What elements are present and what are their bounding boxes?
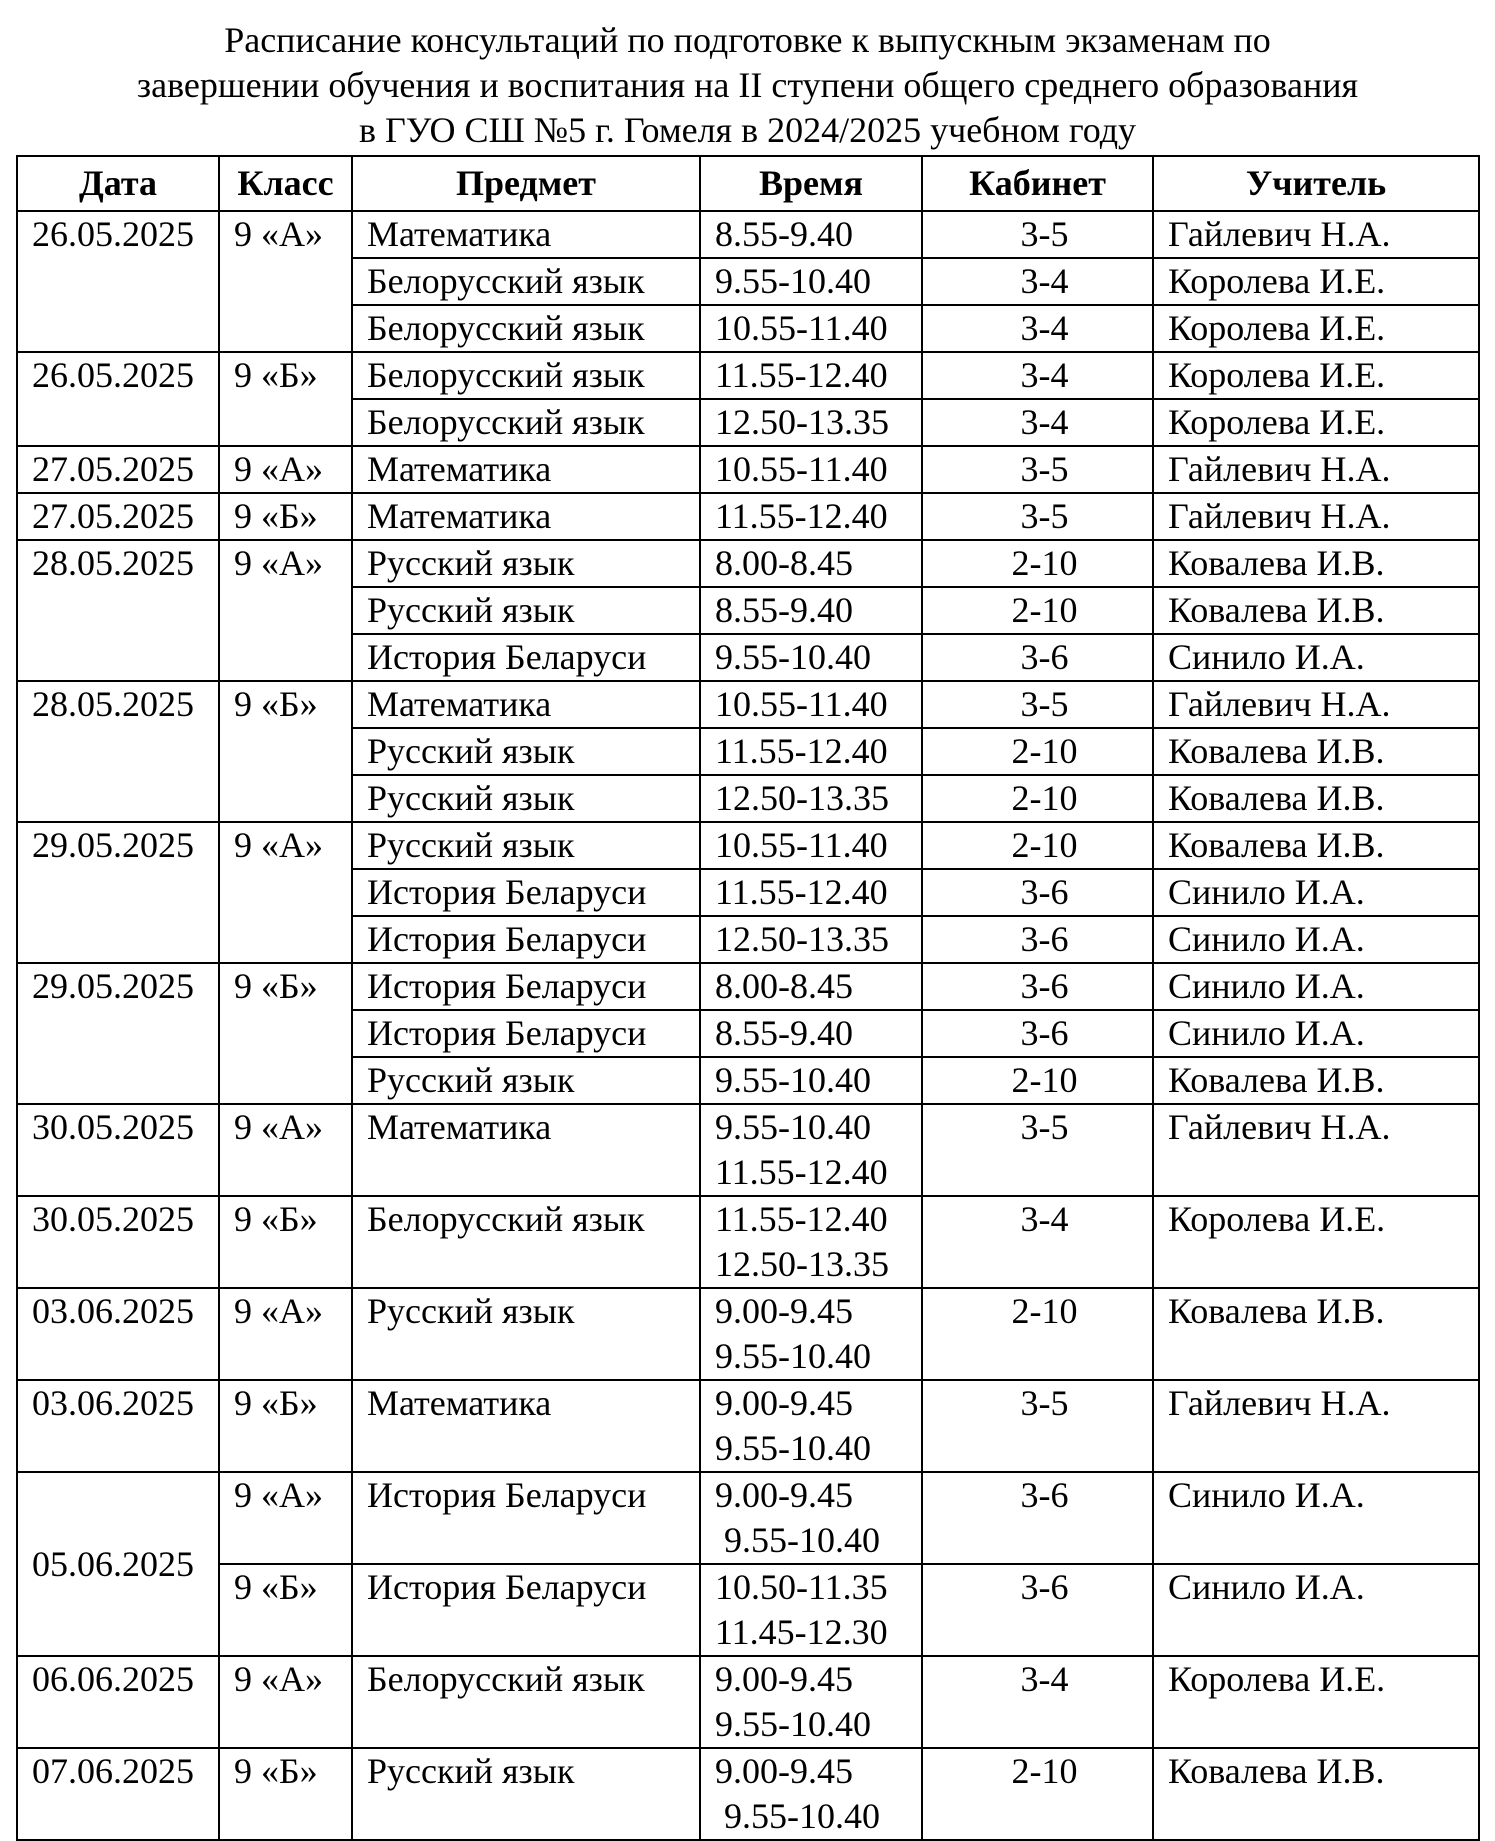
cell-subject: Белорусский язык	[352, 305, 700, 352]
cell-subject: Русский язык	[352, 775, 700, 822]
table-header-row	[17, 156, 1479, 211]
cell-subject: Математика	[352, 1380, 700, 1472]
time-slot: 9.55-10.40	[715, 1428, 871, 1468]
cell-time	[700, 1748, 922, 1840]
time-slot: 8.55-9.40	[715, 590, 853, 630]
cell-subject: Русский язык	[352, 822, 700, 869]
cell-subject: Белорусский язык	[352, 399, 700, 446]
cell-class: 9 «Б»	[219, 493, 352, 540]
cell-teacher: Королева И.Е.	[1153, 305, 1479, 352]
cell-room: 3-5	[922, 446, 1153, 493]
cell-teacher: Королева И.Е.	[1153, 399, 1479, 446]
cell-time	[700, 305, 922, 352]
cell-room: 3-4	[922, 1656, 1153, 1748]
cell-time	[700, 1288, 922, 1380]
time-slot: 9.00-9.45	[715, 1659, 853, 1699]
cell-teacher: Королева И.Е.	[1153, 352, 1479, 399]
cell-class: 9 «А»	[219, 1288, 352, 1380]
cell-subject: Русский язык	[352, 728, 700, 775]
table-row	[17, 352, 1479, 399]
title-line-1: Расписание консультаций по подготовке к выпускным экзаменам по	[224, 20, 1271, 60]
cell-class: 9 «А»	[219, 540, 352, 681]
cell-teacher: Синило И.А.	[1153, 869, 1479, 916]
cell-teacher: Гайлевич Н.А.	[1153, 1380, 1479, 1472]
cell-time	[700, 1104, 922, 1196]
time-slot: 12.50-13.35	[715, 1244, 889, 1284]
cell-time	[700, 681, 922, 728]
table-row	[17, 1748, 1479, 1840]
cell-room: 3-4	[922, 1196, 1153, 1288]
cell-teacher: Синило И.А.	[1153, 963, 1479, 1010]
table-row	[17, 1564, 1479, 1656]
time-slot: 9.55-10.40	[715, 1107, 871, 1147]
cell-subject: Математика	[352, 681, 700, 728]
table-row	[17, 1380, 1479, 1472]
cell-date: 05.06.2025	[17, 1472, 219, 1656]
cell-date: 29.05.2025	[17, 963, 219, 1104]
table-row	[17, 963, 1479, 1010]
cell-class: 9 «Б»	[219, 1380, 352, 1472]
cell-date: 27.05.2025	[17, 446, 219, 493]
cell-time	[700, 728, 922, 775]
cell-time	[700, 399, 922, 446]
time-slot: 11.55-12.40	[715, 1199, 888, 1239]
time-slot: 11.55-12.40	[715, 731, 888, 771]
time-slot: 9.55-10.40	[715, 261, 871, 301]
cell-teacher: Королева И.Е.	[1153, 1196, 1479, 1288]
cell-teacher: Королева И.Е.	[1153, 1656, 1479, 1748]
cell-teacher: Синило И.А.	[1153, 1564, 1479, 1656]
cell-room: 3-6	[922, 1564, 1153, 1656]
cell-subject: История Беларуси	[352, 1472, 700, 1564]
cell-teacher: Гайлевич Н.А.	[1153, 446, 1479, 493]
cell-subject: Русский язык	[352, 1288, 700, 1380]
cell-date: 30.05.2025	[17, 1104, 219, 1196]
time-slot: 8.00-8.45	[715, 543, 853, 583]
cell-class: 9 «А»	[219, 211, 352, 352]
cell-room: 3-6	[922, 869, 1153, 916]
time-slot: 12.50-13.35	[715, 778, 889, 818]
cell-date: 03.06.2025	[17, 1288, 219, 1380]
cell-time	[700, 634, 922, 681]
time-slot: 11.45-12.30	[715, 1612, 888, 1652]
cell-room: 3-5	[922, 211, 1153, 258]
cell-room: 3-6	[922, 634, 1153, 681]
cell-time	[700, 1380, 922, 1472]
cell-time	[700, 1656, 922, 1748]
cell-subject: Белорусский язык	[352, 258, 700, 305]
time-slot: 8.00-8.45	[715, 966, 853, 1006]
cell-subject: Математика	[352, 1104, 700, 1196]
cell-subject: Математика	[352, 211, 700, 258]
cell-class: 9 «А»	[219, 1656, 352, 1748]
time-slot: 12.50-13.35	[715, 402, 889, 442]
time-slot: 11.55-12.40	[715, 355, 888, 395]
title-line-2: завершении обучения и воспитания на II ступени общего среднего образования	[136, 65, 1359, 105]
header-teacher: Учитель	[1153, 156, 1479, 211]
time-slot: 8.55-9.40	[715, 1013, 853, 1053]
cell-time	[700, 211, 922, 258]
cell-teacher: Ковалева И.В.	[1153, 1057, 1479, 1104]
cell-room: 2-10	[922, 1057, 1153, 1104]
cell-teacher: Ковалева И.В.	[1153, 587, 1479, 634]
cell-subject: Белорусский язык	[352, 1656, 700, 1748]
cell-room: 3-4	[922, 352, 1153, 399]
cell-room: 3-4	[922, 258, 1153, 305]
cell-teacher: Королева И.Е.	[1153, 258, 1479, 305]
time-slot: 11.55-12.40	[715, 872, 888, 912]
cell-subject: История Беларуси	[352, 1010, 700, 1057]
cell-teacher: Гайлевич Н.А.	[1153, 211, 1479, 258]
time-slot: 9.00-9.45	[715, 1751, 853, 1791]
time-slot: 10.55-11.40	[715, 449, 888, 489]
cell-date: 27.05.2025	[17, 493, 219, 540]
cell-time	[700, 775, 922, 822]
cell-subject: История Беларуси	[352, 634, 700, 681]
table-row	[17, 822, 1479, 869]
time-slot: 9.00-9.45	[715, 1475, 853, 1515]
document-title	[0, 18, 1495, 153]
cell-subject: История Беларуси	[352, 916, 700, 963]
time-slot: 9.00-9.45	[715, 1291, 853, 1331]
cell-time	[700, 446, 922, 493]
cell-class: 9 «Б»	[219, 1748, 352, 1840]
cell-room: 3-6	[922, 1010, 1153, 1057]
table-row	[17, 540, 1479, 587]
cell-teacher: Гайлевич Н.А.	[1153, 1104, 1479, 1196]
header-time: Время	[700, 156, 922, 211]
cell-date: 26.05.2025	[17, 352, 219, 446]
cell-date: 03.06.2025	[17, 1380, 219, 1472]
header-class: Класс	[219, 156, 352, 211]
cell-room: 3-6	[922, 916, 1153, 963]
cell-room: 3-4	[922, 399, 1153, 446]
cell-subject: История Беларуси	[352, 869, 700, 916]
cell-subject: История Беларуси	[352, 963, 700, 1010]
time-slot: 10.55-11.40	[715, 308, 888, 348]
cell-room: 3-6	[922, 963, 1153, 1010]
cell-subject: Белорусский язык	[352, 1196, 700, 1288]
cell-class: 9 «А»	[219, 822, 352, 963]
cell-subject: Русский язык	[352, 1057, 700, 1104]
cell-room: 3-6	[922, 1472, 1153, 1564]
cell-time	[700, 916, 922, 963]
time-slot: 9.55-10.40	[715, 1060, 871, 1100]
cell-time	[700, 1472, 922, 1564]
table-row	[17, 1472, 1479, 1564]
cell-date: 26.05.2025	[17, 211, 219, 352]
table-row	[17, 681, 1479, 728]
cell-teacher: Синило И.А.	[1153, 1010, 1479, 1057]
time-slot: 9.00-9.45	[715, 1383, 853, 1423]
cell-time	[700, 1564, 922, 1656]
cell-class: 9 «Б»	[219, 681, 352, 822]
cell-subject: Русский язык	[352, 587, 700, 634]
cell-subject: Белорусский язык	[352, 352, 700, 399]
cell-class: 9 «Б»	[219, 963, 352, 1104]
cell-teacher: Гайлевич Н.А.	[1153, 493, 1479, 540]
cell-teacher: Ковалева И.В.	[1153, 1288, 1479, 1380]
header-subject: Предмет	[352, 156, 700, 211]
cell-class: 9 «А»	[219, 1104, 352, 1196]
cell-teacher: Ковалева И.В.	[1153, 540, 1479, 587]
time-slot: 12.50-13.35	[715, 919, 889, 959]
cell-teacher: Гайлевич Н.А.	[1153, 681, 1479, 728]
cell-teacher: Синило И.А.	[1153, 1472, 1479, 1564]
cell-teacher: Синило И.А.	[1153, 916, 1479, 963]
time-slot: 11.55-12.40	[715, 1152, 888, 1192]
time-slot: 9.55-10.40	[715, 1336, 871, 1376]
table-row	[17, 1196, 1479, 1288]
header-room: Кабинет	[922, 156, 1153, 211]
cell-time	[700, 1196, 922, 1288]
cell-subject: Математика	[352, 493, 700, 540]
schedule-body	[17, 211, 1479, 1840]
cell-room: 2-10	[922, 728, 1153, 775]
cell-time	[700, 540, 922, 587]
cell-date: 07.06.2025	[17, 1748, 219, 1840]
table-row	[17, 211, 1479, 258]
time-slot: 10.55-11.40	[715, 825, 888, 865]
table-row	[17, 1656, 1479, 1748]
cell-class: 9 «А»	[219, 1472, 352, 1564]
cell-date: 28.05.2025	[17, 681, 219, 822]
cell-teacher: Ковалева И.В.	[1153, 775, 1479, 822]
time-slot: 9.55-10.40	[715, 637, 871, 677]
cell-class: 9 «А»	[219, 446, 352, 493]
cell-teacher: Ковалева И.В.	[1153, 822, 1479, 869]
time-slot: 10.55-11.40	[715, 684, 888, 724]
cell-class: 9 «Б»	[219, 352, 352, 446]
cell-class: 9 «Б»	[219, 1196, 352, 1288]
cell-room: 2-10	[922, 822, 1153, 869]
cell-teacher: Синило И.А.	[1153, 634, 1479, 681]
cell-date: 06.06.2025	[17, 1656, 219, 1748]
cell-time	[700, 587, 922, 634]
time-slot: 9.55-10.40	[715, 1520, 880, 1560]
header-date: Дата	[17, 156, 219, 211]
cell-date: 29.05.2025	[17, 822, 219, 963]
cell-room: 3-5	[922, 493, 1153, 540]
table-row	[17, 1288, 1479, 1380]
cell-room: 2-10	[922, 1748, 1153, 1840]
table-row	[17, 1104, 1479, 1196]
cell-class: 9 «Б»	[219, 1564, 352, 1656]
cell-time	[700, 869, 922, 916]
schedule-table	[16, 155, 1480, 1841]
cell-date: 30.05.2025	[17, 1196, 219, 1288]
time-slot: 11.55-12.40	[715, 496, 888, 536]
cell-room: 2-10	[922, 587, 1153, 634]
cell-teacher: Ковалева И.В.	[1153, 1748, 1479, 1840]
cell-subject: История Беларуси	[352, 1564, 700, 1656]
cell-room: 2-10	[922, 775, 1153, 822]
cell-subject: Русский язык	[352, 1748, 700, 1840]
cell-time	[700, 352, 922, 399]
cell-time	[700, 1057, 922, 1104]
cell-room: 3-4	[922, 305, 1153, 352]
time-slot: 9.55-10.40	[715, 1796, 880, 1836]
cell-time	[700, 1010, 922, 1057]
cell-subject: Математика	[352, 446, 700, 493]
cell-teacher: Ковалева И.В.	[1153, 728, 1479, 775]
time-slot: 9.55-10.40	[715, 1704, 871, 1744]
cell-room: 3-5	[922, 1104, 1153, 1196]
cell-room: 3-5	[922, 681, 1153, 728]
cell-time	[700, 493, 922, 540]
table-row	[17, 493, 1479, 540]
cell-date: 28.05.2025	[17, 540, 219, 681]
time-slot: 10.50-11.35	[715, 1567, 888, 1607]
title-line-3: в ГУО СШ №5 г. Гомеля в 2024/2025 учебном году	[358, 110, 1137, 150]
cell-room: 2-10	[922, 540, 1153, 587]
table-row	[17, 446, 1479, 493]
cell-time	[700, 258, 922, 305]
cell-time	[700, 822, 922, 869]
cell-room: 3-5	[922, 1380, 1153, 1472]
cell-room: 2-10	[922, 1288, 1153, 1380]
cell-subject: Русский язык	[352, 540, 700, 587]
cell-time	[700, 963, 922, 1010]
time-slot: 8.55-9.40	[715, 214, 853, 254]
